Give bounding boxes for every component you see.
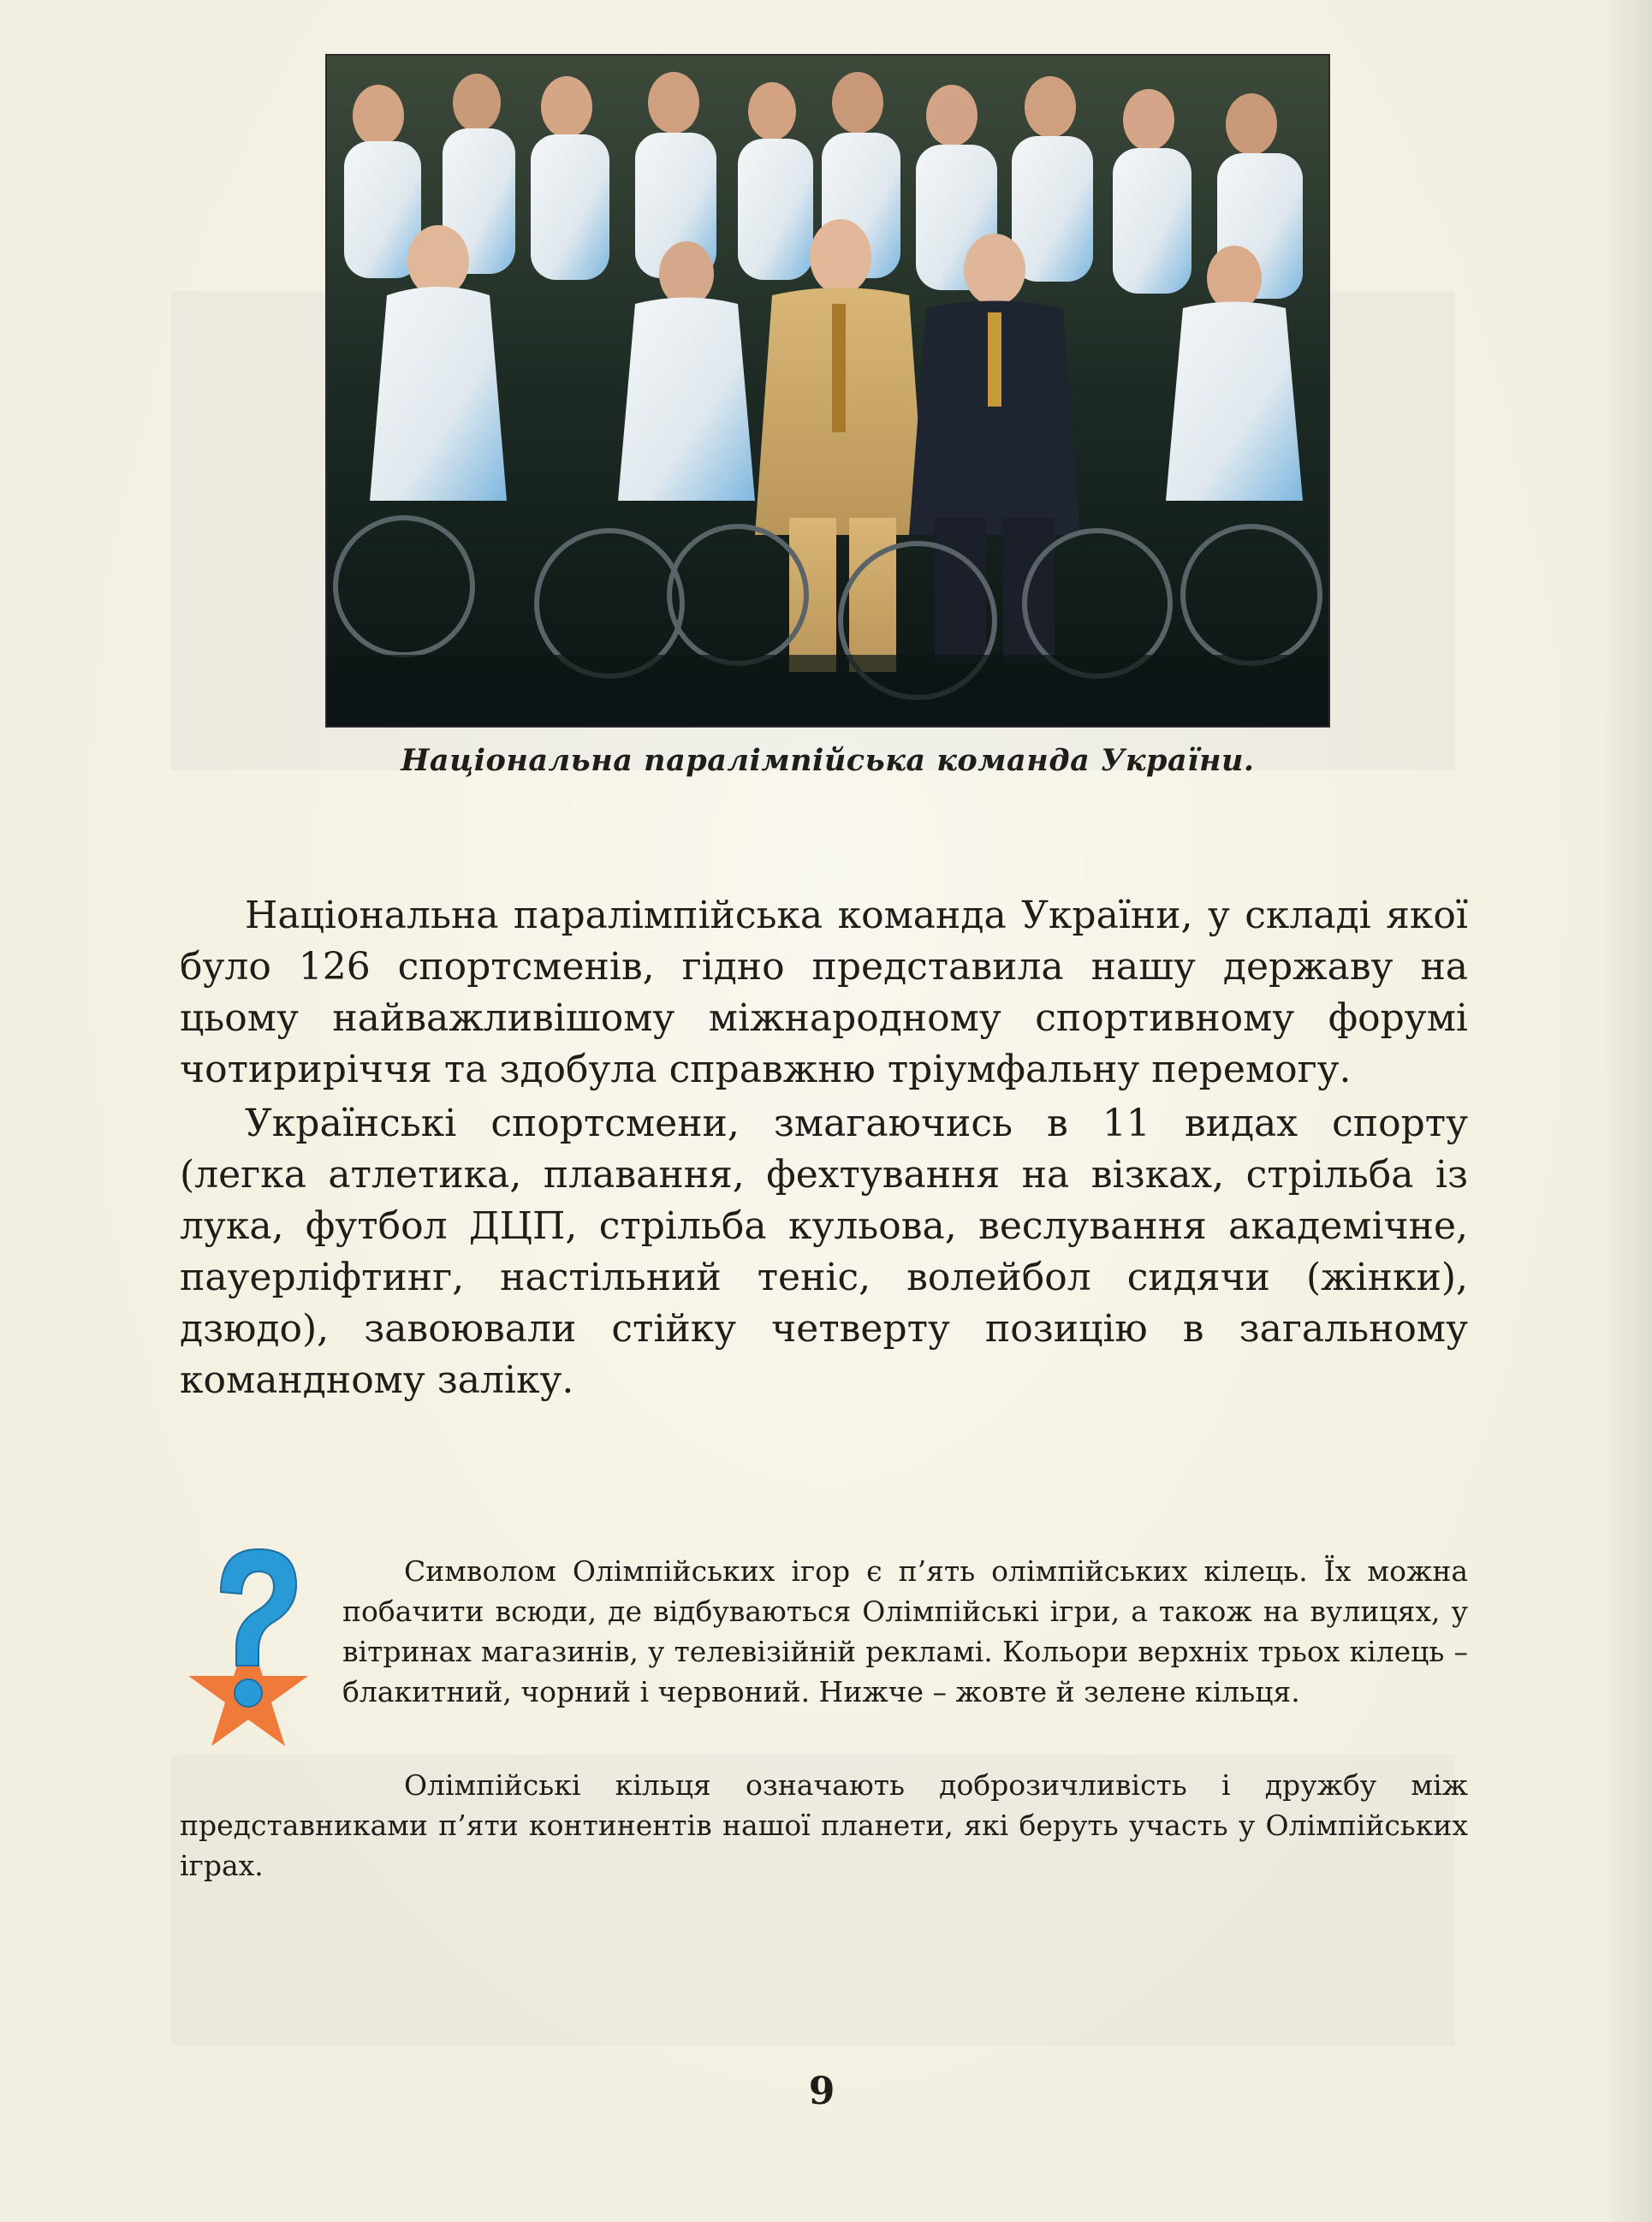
info-text: Символом Олімпійських ігор є п’ять олімпійських кілець. Їх можна побачити всюди, де відбуваються Олімпійські ігри, а також на вулицях, у вітринах магазинів, у телевізійній рекламі. Кольори верхніх трьох кілець – блакитний, чорний і червоний. Нижче – жовте й зелене кільця.	[342, 1554, 1468, 1708]
team-photo	[325, 54, 1330, 728]
info-text: Олімпійські кільця означають доброзичливість і дружбу між представниками п’яти континентів нашої планети, які беруть участь у Олімпійських іграх.	[180, 1768, 1468, 1882]
paragraph-text: Національна паралімпійська команда України, у складі якої було 126 спортсменів, гідно представила нашу державу на цьому найважливішому міжнародному спортивному форумі чотириріччя та здобула справжню тріумфальну перемогу.	[180, 894, 1468, 1091]
question-star-icon	[180, 1541, 317, 1746]
page-number: 9	[808, 2070, 835, 2113]
page-edge-shadow	[1601, 0, 1652, 2222]
paragraph-text: Українські спортсмени, змагаючись в 11 видах спорту (легка атлетика, плавання, фехтування на візках, стрільба із лука, футбол ДЦП, стрільба кульова, веслування академічне, пауерліфтинг, настільний теніс, волейбол сидячи (жінки), дзюдо), завоювали стійку четверту позицію в загальному командному заліку.	[180, 1102, 1468, 1402]
paragraph-sports	[180, 1098, 1468, 1406]
question-mark-dot	[235, 1679, 262, 1707]
info-olympic-rings-meaning	[180, 1765, 1468, 1886]
team-photo-illustration	[327, 56, 1328, 726]
photo-caption: Національна паралімпійська команда України.	[401, 743, 1255, 778]
paragraph-team	[180, 890, 1468, 1096]
question-mark-shape	[221, 1549, 296, 1666]
info-olympic-symbol	[342, 1551, 1468, 1712]
